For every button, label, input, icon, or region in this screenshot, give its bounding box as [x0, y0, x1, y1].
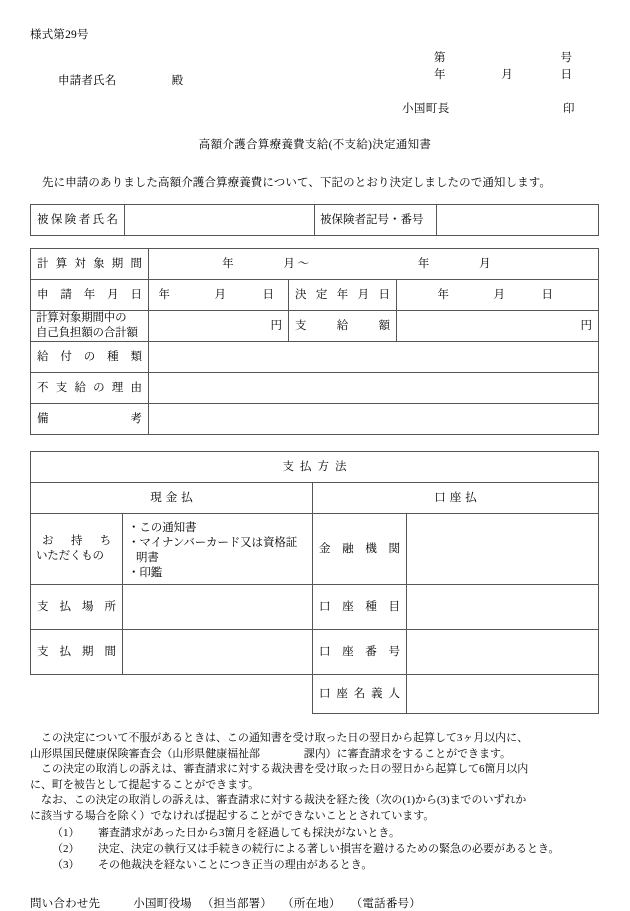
- table-row: [31, 373, 599, 404]
- table-row: [31, 483, 599, 514]
- application-date-value[interactable]: [149, 280, 289, 311]
- payment-place-value[interactable]: [123, 585, 313, 630]
- list-item: 明書: [136, 552, 159, 564]
- list-item: ・この通知書: [128, 522, 197, 534]
- bank-value[interactable]: [407, 514, 599, 585]
- account-type-value[interactable]: [407, 585, 599, 630]
- table-row: [31, 249, 599, 280]
- document-number-and-date: [434, 50, 584, 84]
- table-row: [31, 452, 599, 483]
- cash-payment-header: 現金払: [31, 483, 313, 514]
- list-item-text: 審査請求があった日から3箇月を経過しても採決がないとき。: [98, 827, 400, 839]
- addressee-label: 申請者氏名: [58, 75, 117, 87]
- exception-list: [30, 825, 600, 873]
- date-year-label: 年: [434, 69, 446, 81]
- remarks-label: 備考: [31, 404, 149, 435]
- decision-day: 日: [541, 288, 554, 301]
- list-item-text: 決定、決定の執行又は手続きの続行による著しい損害を避けるための緊急の必要があるとき。: [98, 843, 560, 855]
- insured-symbol-value[interactable]: [437, 205, 599, 236]
- appeal-paragraph-1-line1: この決定について不服があるときは、この通知書を受け取った日の翌日から起算して3ヶ月以内に、: [41, 732, 529, 744]
- issuer-line: [30, 100, 600, 118]
- appeal-paragraph-2: この決定の取消しの訴えは、審査請求に対する裁決書を受け取った日の翌日から起算して6箇月以内: [41, 763, 529, 775]
- list-item: [52, 841, 600, 857]
- account-number-label: 口座番号: [313, 630, 407, 675]
- nonpayment-reason-value[interactable]: [149, 373, 599, 404]
- table-row: [31, 280, 599, 311]
- calc-period-value[interactable]: [149, 249, 599, 280]
- contact-address: （所在地）: [282, 898, 341, 910]
- bank-label: 金融機関: [313, 514, 407, 585]
- issuer-name: 小国町長: [402, 103, 450, 115]
- contact-department: （担当部署）: [201, 898, 273, 910]
- table-row: [31, 342, 599, 373]
- self-burden-total-label-line1: 計算対象期間中の: [36, 312, 127, 324]
- application-year: 年: [158, 288, 171, 301]
- decision-date-value[interactable]: [397, 280, 599, 311]
- table-row: [31, 675, 599, 714]
- self-burden-total-label-line2: 自己負担額の合計額: [36, 327, 138, 339]
- period-from-year: 年: [222, 257, 234, 270]
- page-title: 高額介護合算療養費支給(不支給)決定通知書: [198, 139, 432, 151]
- table-row: [31, 585, 599, 630]
- payment-place-label: 支払場所: [31, 585, 123, 630]
- list-item: [52, 857, 600, 873]
- list-item-text: その他裁決を経ないことにつき正当の理由があるとき。: [98, 859, 373, 871]
- insured-name-label: 被保険者氏名: [31, 205, 125, 236]
- period-from-month: 月 ～: [283, 257, 310, 270]
- payment-amount-value[interactable]: [397, 311, 599, 342]
- contact-line: [30, 895, 600, 911]
- application-month: 月: [214, 288, 227, 301]
- remarks-value[interactable]: [149, 404, 599, 435]
- form-number: 様式第29号: [30, 29, 89, 41]
- document-number-label: 第: [434, 52, 446, 64]
- document-number-row: [434, 50, 584, 67]
- list-item: ・マイナンバーカード又は資格証: [128, 537, 298, 549]
- document-number-unit: 号: [560, 52, 572, 64]
- application-date-label: 申請年月日: [31, 280, 149, 311]
- payment-amount-label: 支給額: [289, 311, 397, 342]
- table-row: [31, 630, 599, 675]
- insured-person-table: [30, 204, 599, 236]
- appeal-notice: [30, 731, 600, 824]
- list-item-number: （2）: [52, 843, 80, 855]
- account-holder-label: 口座名義人: [313, 675, 407, 714]
- contact-phone: （電話番号）: [350, 898, 421, 910]
- document-number-value: [482, 50, 532, 67]
- appeal-paragraph-3-cont: に該当する場合を除く）でなければ提起することができないこととされています。: [30, 809, 435, 822]
- decision-month: 月: [493, 288, 506, 301]
- bring-items-list: [123, 514, 313, 585]
- list-item: ・印鑑: [128, 567, 163, 579]
- list-item: [52, 825, 600, 841]
- self-burden-total-value[interactable]: [149, 311, 289, 342]
- period-to-month: 月: [479, 257, 491, 270]
- list-item-number: （1）: [52, 827, 80, 839]
- contact-office: 小国町役場: [133, 898, 192, 910]
- calc-period-label: 計算対象期間: [31, 249, 149, 280]
- application-day: 日: [262, 288, 275, 301]
- payment-amount-unit: 円: [580, 319, 592, 332]
- seal-mark: 印: [563, 103, 575, 115]
- account-holder-value[interactable]: [407, 675, 599, 714]
- decision-detail-table: [30, 248, 599, 435]
- period-to: [375, 257, 525, 272]
- bring-items-label: [31, 514, 123, 585]
- period-to-year: 年: [417, 257, 430, 270]
- appeal-paragraph-1-cont: 山形県国民健康保険審査会（山形県健康福祉部 課内）に審査請求をすることができます。: [30, 747, 511, 760]
- table-row: [31, 311, 599, 342]
- benefit-type-value[interactable]: [149, 342, 599, 373]
- period-from: [222, 257, 372, 272]
- bring-items-label-line2: いただくもの: [36, 550, 104, 562]
- decision-date-label: 決定年月日: [289, 280, 397, 311]
- appeal-paragraph-3: なお、この決定の取消しの訴えは、審査請求に対する裁決を経た後（次の(1)から(3)までのいずれか: [41, 794, 527, 806]
- appeal-paragraph-1: [30, 731, 600, 747]
- addressee-honorific: 殿: [171, 75, 184, 87]
- nonpayment-reason-label: 不支給の理由: [31, 373, 149, 404]
- appeal-paragraph-2-cont: に、町を被告として提起することができます。: [30, 778, 260, 791]
- decision-year: 年: [437, 288, 450, 301]
- table-row: [31, 514, 599, 585]
- list-item-number: （3）: [52, 859, 80, 871]
- self-burden-total-unit: 円: [270, 319, 282, 332]
- self-burden-total-label: [31, 311, 149, 342]
- payment-method-table: [30, 451, 599, 714]
- account-payment-header: 口座払: [313, 483, 599, 514]
- table-row: [31, 404, 599, 435]
- payment-term-value[interactable]: [123, 630, 313, 675]
- document-date-row: [434, 67, 584, 84]
- insured-symbol-label: 被保険者記号・番号: [315, 205, 437, 236]
- payment-term-label: 支払期間: [31, 630, 123, 675]
- benefit-type-label: 給付の種類: [31, 342, 149, 373]
- date-day-label: 日: [560, 69, 572, 81]
- lead-paragraph: 先に申請のありました高額介護合算療養費について、下記のとおり決定しましたので通知します。: [42, 177, 552, 189]
- contact-label: 問い合わせ先: [30, 898, 101, 910]
- date-month-label: 月: [501, 69, 513, 81]
- bring-items-label-line1: お持ち: [42, 535, 111, 547]
- account-number-value[interactable]: [407, 630, 599, 675]
- payment-method-title: 支払方法: [31, 452, 599, 483]
- insured-name-value[interactable]: [125, 205, 315, 236]
- table-row: [31, 205, 599, 236]
- account-type-label: 口座種目: [313, 585, 407, 630]
